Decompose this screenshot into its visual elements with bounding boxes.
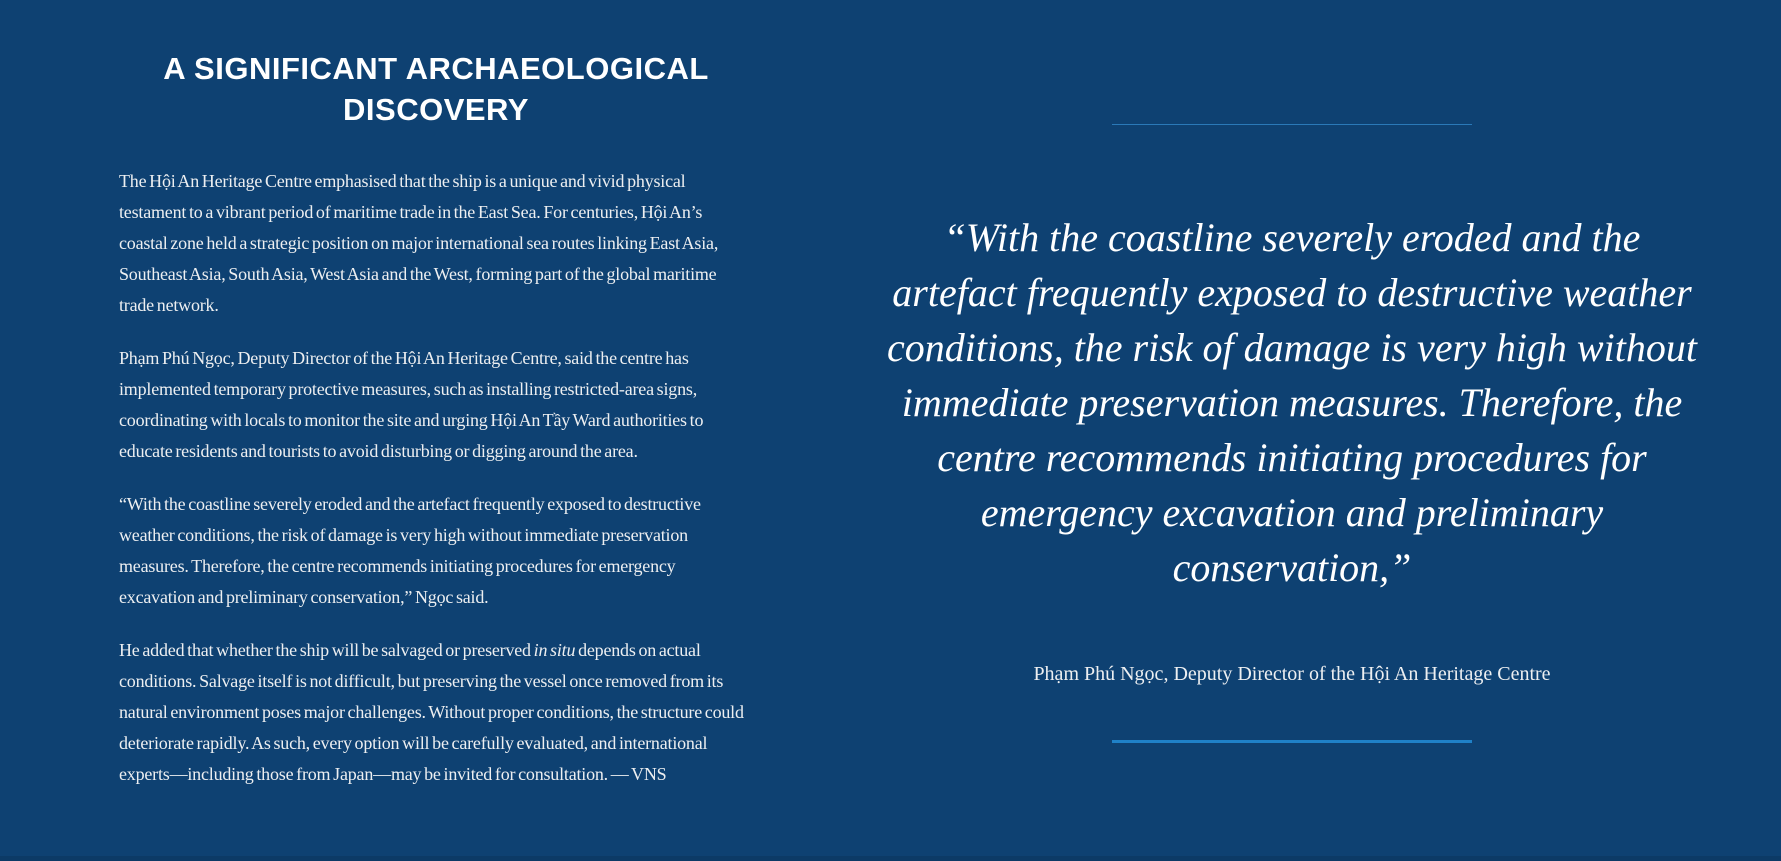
pullquote-attribution: Phạm Phú Ngọc, Deputy Director of the Hội An Heritage Centre	[1033, 663, 1551, 685]
body-paragraph-1	[119, 166, 753, 321]
next-section-edge	[0, 856, 1781, 861]
pullquote-box	[877, 158, 1707, 646]
article-body	[119, 166, 753, 790]
article-heading: A SIGNIFICANT ARCHAEOLOGICAL DISCOVERY	[163, 51, 709, 127]
pullquote-text: “With the coastline severely eroded and the artefact frequently exposed to destructive weather conditions, the risk of damage is very high without immediate preservation measures. Therefore, the centre recommends initiating procedures for emergency excavation and preliminary conservation,”	[887, 214, 1697, 590]
paragraph-text: He added that whether the ship will be salvaged or preserved	[119, 640, 534, 660]
body-paragraph-4	[119, 635, 753, 790]
paragraph-text: Phạm Phú Ngọc, Deputy Director of the Hội An Heritage Centre, said the centre has implemented temporary protective measures, such as installing restricted-area signs, coordinating with locals to monitor the site and urging Hội An Tầy Ward authorities to educate residents and tourists to avoid disturbing or digging around the area.	[119, 348, 704, 461]
body-paragraph-3	[119, 489, 753, 613]
article-section	[119, 48, 753, 790]
pullquote-top-rule	[1112, 124, 1472, 125]
paragraph-text: depends on actual conditions. Salvage itself is not difficult, but preserving the vessel once removed from its natural environment poses major challenges. Without proper conditions, the structure could deteriorate rapidly. As such, every option will be carefully evaluated, and international experts—including those from Japan—may be invited for consultation. — VNS	[119, 640, 744, 784]
paragraph-text: “With the coastline severely eroded and the artefact frequently exposed to destructive weather conditions, the risk of damage is very high without immediate preservation measures. Therefore, the centre recommends initiating procedures for emergency excavation and preliminary conservation,” Ngọc said.	[119, 494, 701, 607]
pullquote-bottom-rule	[1112, 740, 1472, 743]
paragraph-text: The Hội An Heritage Centre emphasised that the ship is a unique and vivid physical testament to a vibrant period of maritime trade in the East Sea. For centuries, Hội An’s coastal zone held a strategic position on major international sea routes linking East Asia, Southeast Asia, South Asia, West Asia and the West, forming part of the global maritime trade network.	[119, 171, 719, 315]
latin-phrase-in-situ: in situ	[533, 640, 576, 660]
body-paragraph-2	[119, 343, 753, 467]
pullquote-section	[850, 0, 1734, 861]
